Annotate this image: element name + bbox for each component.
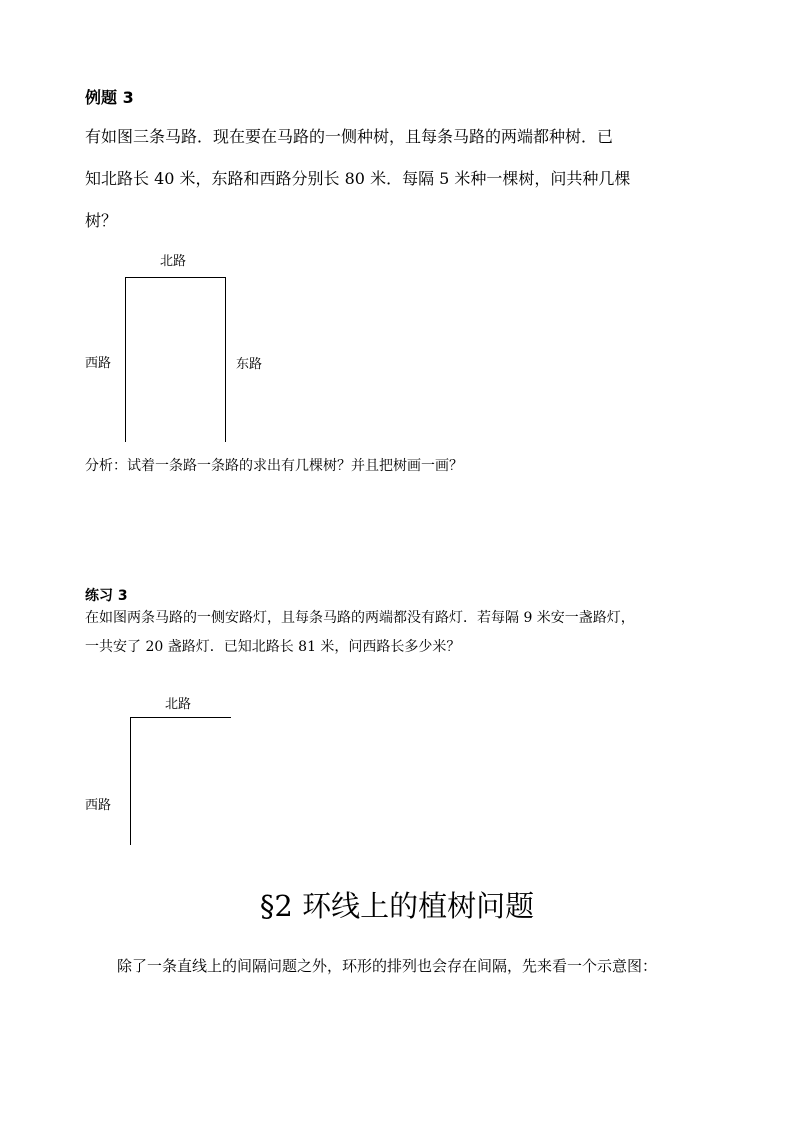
section-title: §2 环线上的植树问题 <box>259 889 535 923</box>
north-road-line <box>125 277 226 278</box>
example-text-line-1: 有如图三条马路．现在要在马路的一侧种树，且每条马路的两端都种树．已 <box>85 127 614 146</box>
west-road-line <box>125 277 126 442</box>
practice-north-road-label: 北路 <box>165 697 192 712</box>
section-intro: 除了一条直线上的间隔问题之外，环形的排列也会存在间隔，先来看一个示意图： <box>117 957 658 975</box>
practice-heading: 练习 3 <box>85 588 128 604</box>
example-text-line-3: 树？ <box>85 211 118 230</box>
example-text-line-2: 知北路长 40 米，东路和西路分别长 80 米．每隔 5 米种一棵树，问共种几棵 <box>85 169 631 188</box>
analysis-text: 分析：试着一条路一条路的求出有几棵树？并且把树画一画？ <box>85 458 463 474</box>
example-heading: 例题 3 <box>85 88 134 107</box>
practice-text-line-1: 在如图两条马路的一侧安路灯，且每条马路的两端都没有路灯．若每隔 9 米安一盏路灯， <box>85 610 635 626</box>
practice-north-road-line <box>130 717 231 718</box>
east-road-label: 东路 <box>236 357 263 372</box>
west-road-label: 西路 <box>85 356 112 371</box>
north-road-label: 北路 <box>160 254 187 269</box>
east-road-line <box>225 277 226 442</box>
practice-west-road-line <box>130 717 131 845</box>
practice-west-road-label: 西路 <box>85 798 112 813</box>
practice-text-line-2: 一共安了 20 盏路灯．已知北路长 81 米，问西路长多少米？ <box>85 639 461 655</box>
